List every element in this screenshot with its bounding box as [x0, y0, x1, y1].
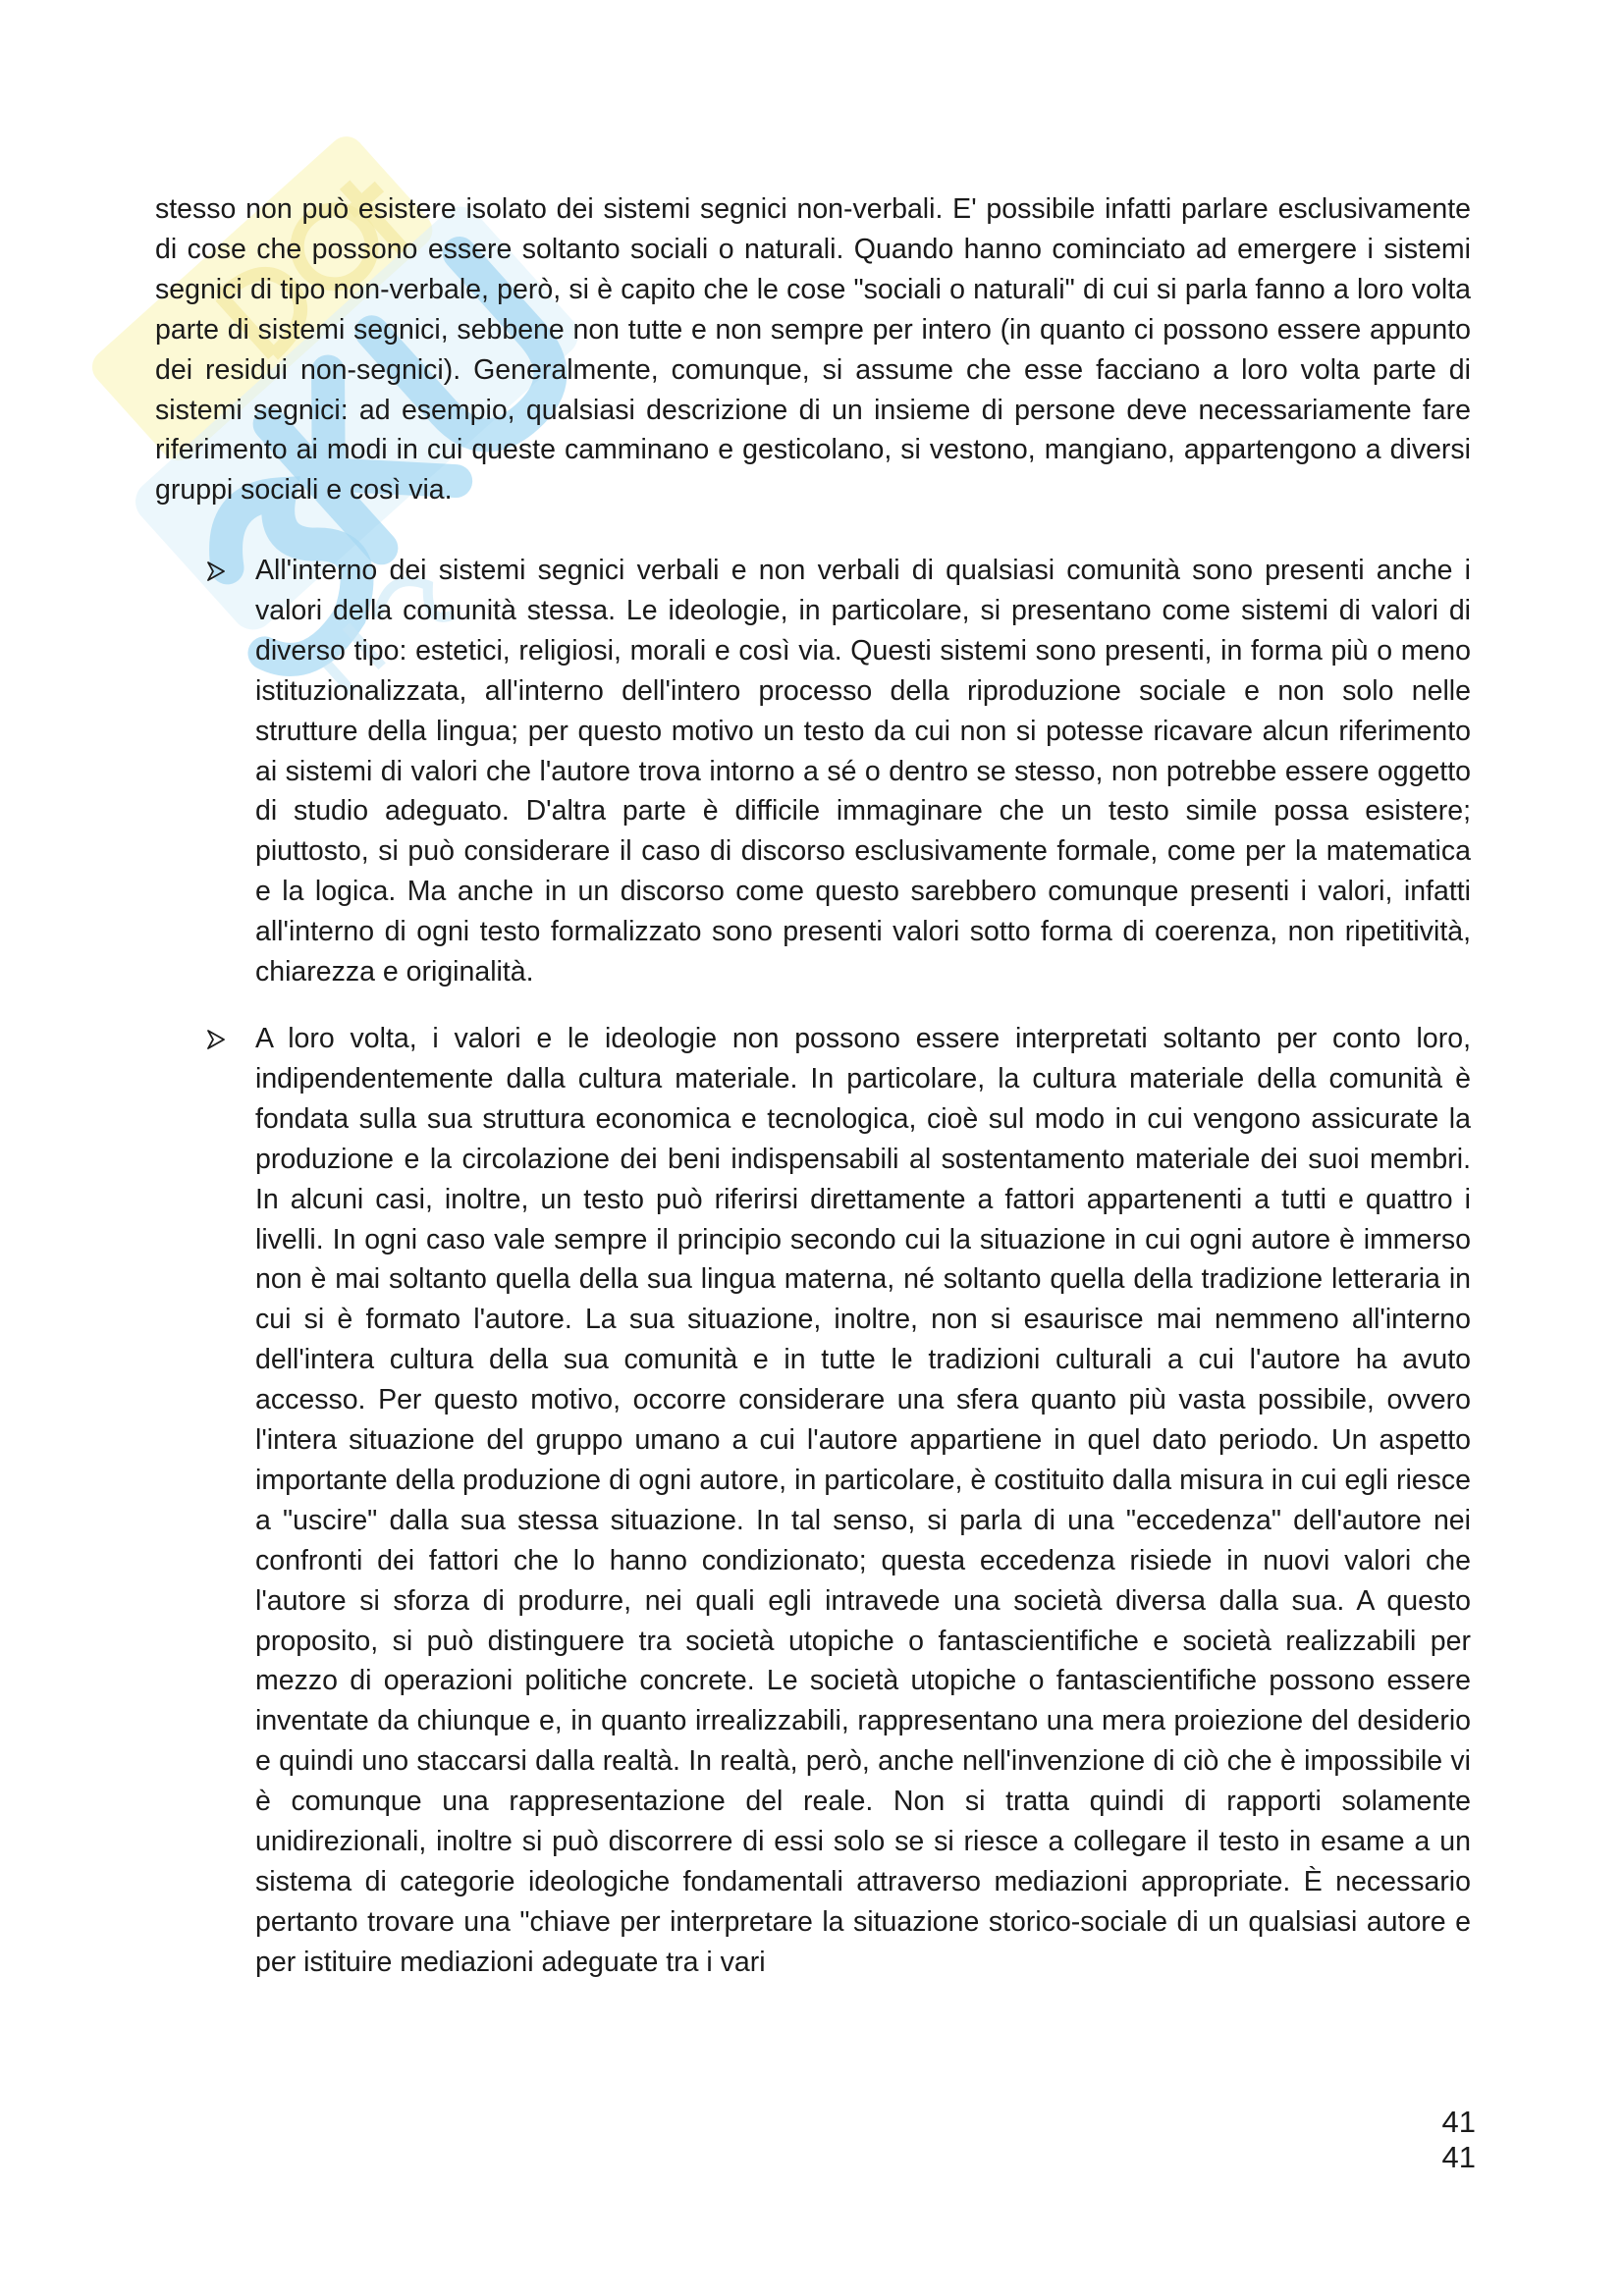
arrowhead-bullet-icon — [206, 561, 226, 581]
page-number — [1442, 2105, 1476, 2175]
list-item — [155, 551, 1471, 992]
bullet-list — [155, 551, 1471, 1983]
page-number-top: 41 — [1441, 2105, 1476, 2139]
arrowhead-bullet-icon — [206, 1030, 226, 1049]
bullet-text: A loro volta, i valori e le ideologie non possono essere interpretati soltanto per conto loro, indipendentemente dalla cultura materiale. In particolare, la cultura materiale della comunità è fondata sulla sua struttura economica e tecnologica, cioè sul modo in cui vengono assicurate la produzione e la circolazione dei beni indispensabili al sostentamento materiale dei suoi membri. In alcuni casi, inoltre, un testo può riferirsi direttamente a fattori appartenenti a tutti e quattro i livelli. In ogni caso vale sempre il principio secondo cui la situazione in cui ogni autore è immerso non è mai soltanto quella della sua lingua materna, né soltanto quella della tradizione letteraria in cui si è formato l'autore. La sua situazione, inoltre, non si esaurisce mai nemmeno all'interno dell'intera cultura della sua comunità e in tutte le tradizioni culturali a cui l'autore ha avuto accesso. Per questo motivo, occorre considerare una sfera quanto più vasta possibile, ovvero l'intera situazione del gruppo umano a cui l'autore appartiene in quel dato periodo. Un aspetto importante della produzione di ogni autore, in particolare, è costituito dalla misura in cui egli riesce a "uscire" dalla sua stessa situazione. In tal senso, si parla di una "eccedenza" dell'autore nei confronti dei fattori che lo hanno condizionato; questa eccedenza risiede in nuovi valori che l'autore si sforza di produrre, nei quali egli intravede una società diversa dalla sua. A questo proposito, si può distinguere tra società utopiche o fantascientifiche e società realizzabili per mezzo di operazioni politiche concrete. Le società utopiche o fantascientifiche possono essere inventate da chiunque e, in quanto irrealizzabili, rappresentano una mera proiezione del desiderio e quindi uno staccarsi dalla realtà. In realtà, però, anche nell'invenzione di ciò che è impossibile vi è comunque una rappresentazione del reale. Non si tratta quindi di rapporti solamente unidirezionali, inoltre si può discorrere di essi solo se si riesce a collegare il testo in esame a un sistema di categorie ideologiche fondamentali attraverso mediazioni appropriate. È necessario pertanto trovare una "chiave per interpretare la situazione storico-sociale di un qualsiasi autore e per istituire mediazioni adeguate tra i vari — [255, 1022, 1471, 1978]
bullet-text: All'interno dei sistemi segnici verbali e non verbali di qualsiasi comunità sono presenti anche i valori della comunità stessa. Le ideologie, in particolare, si presentano come sistemi di valori di diverso tipo: estetici, religiosi, morali e così via. Questi sistemi sono presenti, in forma più o meno istituzionalizzata, all'interno dell'intero processo della riproduzione sociale e non solo nelle strutture della lingua; per questo motivo un testo da cui non si potesse ricavare alcun riferimento ai sistemi di valori che l'autore trova intorno a sé o dentro se stesso, non potrebbe essere oggetto di studio adeguato. D'altra parte è difficile immaginare che un testo simile possa esistere; piuttosto, si può considerare il caso di discorso esclusivamente formale, come per la matematica e la logica. Ma anche in un discorso come questo sarebbero comunque presenti i valori, infatti all'interno di ogni testo formalizzato sono presenti valori sotto forma di coerenza, non ripetitività, chiarezza e originalità. — [255, 555, 1471, 988]
list-item — [155, 1019, 1471, 1983]
page-number-bottom: 41 — [1441, 2140, 1476, 2174]
intro-paragraph: stesso non può esistere isolato dei sistemi segnici non-verbali. E' possibile infatti parlare esclusivamente di cose che possono essere soltanto sociali o naturali. Quando hanno cominciato ad emergere i sistemi segnici di tipo non-verbale, però, si è capito che le cose "sociali o naturali" di cui si parla fanno a loro volta parte di sistemi segnici, sebbene non tutte e non sempre per intero (in quanto ci possono essere appunto dei residui non-segnici). Generalmente, comunque, si assume che esse facciano a loro volta parte di sistemi segnici: ad esempio, qualsiasi descrizione di un insieme di persone deve necessariamente fare riferimento ai modi in cui queste camminano e gesticolano, si vestono, mangiano, appartengono a diversi gruppi sociali e così via. — [155, 193, 1471, 507]
